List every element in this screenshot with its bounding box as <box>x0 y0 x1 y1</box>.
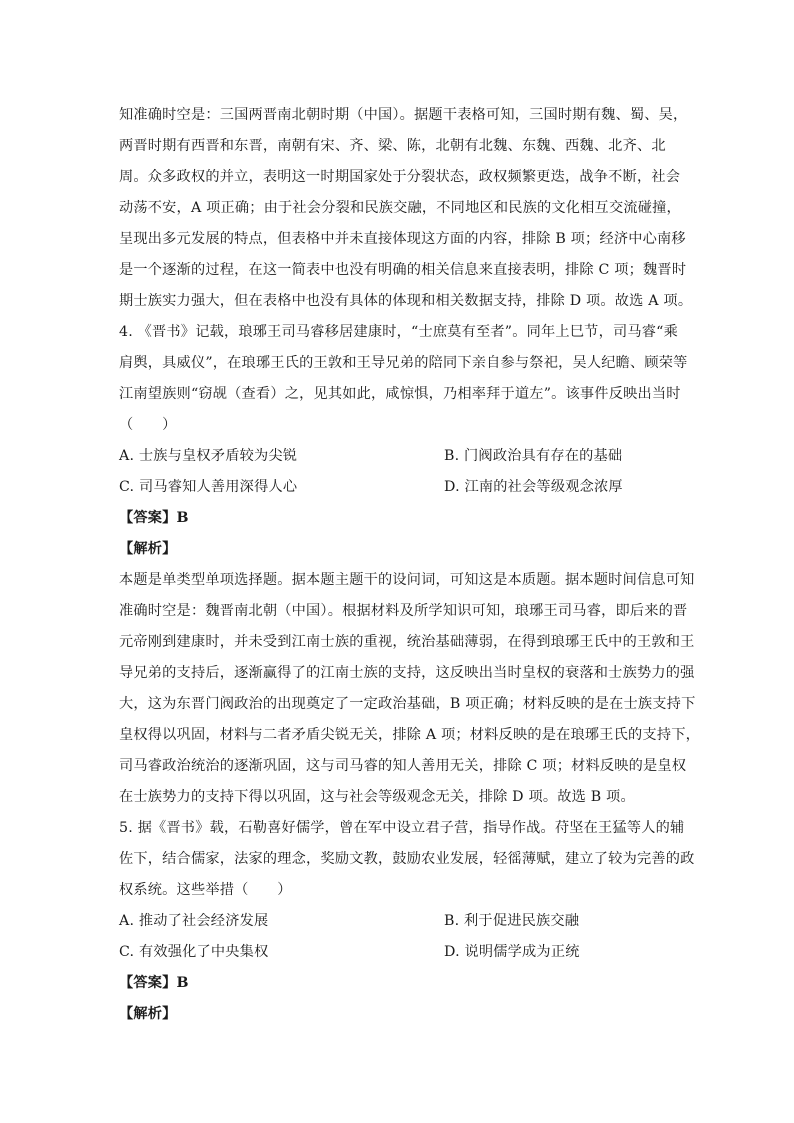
text-line: 呈现出多元发展的特点，但表格中并未直接体现这方面的内容，排除 B 项；经济中心南移 <box>119 231 686 247</box>
analysis-line: 司马睿政治统治的逐渐巩固，这与司马睿的知人善用无关，排除 C 项；材料反映的是皇权 <box>119 758 687 774</box>
question-stem-line: 权系统。这些举措（ ） <box>119 882 292 898</box>
question-stem-line: 4. 《晋书》记载，琅琊王司马睿移居建康时，“士庶莫有至者”。同年上巳节，司马睿“乘 <box>119 324 678 340</box>
analysis-line: 导兄弟的支持后，逐渐赢得了的江南士族的支持，这反映出当时皇权的衰落和士族势力的强 <box>119 665 695 681</box>
text-line: 周。众多政权的并立，表明这一时期国家处于分裂状态，政权频繁更迭，战争不断，社会 <box>119 169 681 185</box>
analysis-line: 元帝刚到建康时，并未受到江南士族的重视，统治基础薄弱，在得到琅琊王氏中的王敦和王 <box>119 634 695 650</box>
question-5 <box>119 813 695 1030</box>
analysis-label: 【解析】 <box>119 1006 177 1022</box>
analysis-label: 【解析】 <box>119 541 177 557</box>
text-line: 知准确时空是：三国两晋南北朝时期（中国）。据题干表格可知，三国时期有魏、蜀、吴， <box>119 107 688 123</box>
question-stem-line: 肩舆，具威仪”，在琅琊王氏的王敦和王导兄弟的陪同下亲自参与祭祀，吴人纪瞻、顾荣等 <box>119 355 688 371</box>
text-line: 是一个逐渐的过程，在这一简表中也没有明确的相关信息来直接表明，排除 C 项；魏晋时 <box>119 262 687 278</box>
text-line: 两晋时期有西晋和东晋，南朝有宋、齐、梁、陈，北朝有北魏、东魏、西魏、北齐、北 <box>119 138 666 154</box>
answer-label: 【答案】B <box>119 975 189 991</box>
option-a: A. 士族与皇权矛盾较为尖锐 <box>119 448 298 464</box>
analysis-line: 本题是单类型单项选择题。据本题主题干的设问词，可知这是本质题。据本题时间信息可知 <box>119 572 695 588</box>
option-a: A. 推动了社会经济发展 <box>119 913 269 929</box>
option-b: B. 利于促进民族交融 <box>444 913 580 929</box>
option-d: D. 说明儒学成为正统 <box>444 944 580 960</box>
options-row <box>119 937 679 968</box>
options-row <box>119 472 679 503</box>
analysis-line: 皇权得以巩固，材料与二者矛盾尖锐无关，排除 A 项；材料反映的是在琅琊王氏的支持下， <box>119 727 700 743</box>
document-content <box>119 100 700 1030</box>
text-line: 动荡不安，A 项正确；由于社会分裂和民族交融，不同地区和民族的文化相互交流碰撞， <box>119 200 681 216</box>
question-stem-line: 佐下，结合儒家，法家的理念，奖励文教，鼓励农业发展，轻徭薄赋，建立了较为完善的政 <box>119 851 695 867</box>
question-stem-line: 江南望族则“窃觇（查看）之，见其如此，咸惊惧，乃相率拜于道左”。该事件反映出当时 <box>119 386 681 402</box>
options-row <box>119 441 679 472</box>
analysis-line: 准确时空是：魏晋南北朝（中国）。根据材料及所学知识可知，琅琊王司马睿，即后来的晋 <box>119 603 688 619</box>
option-d: D. 江南的社会等级观念浓厚 <box>444 479 623 495</box>
analysis-line: 大，这为东晋门阀政治的出现奠定了一定政治基础，B 项正确；材料反映的是在士族支持下 <box>119 696 696 712</box>
question-stem-line: 5. 据《晋书》载，石勒喜好儒学，曾在军中设立君子营，指导作战。苻坚在王猛等人的辅 <box>119 820 685 836</box>
question-4 <box>119 317 700 813</box>
options-row <box>119 906 679 937</box>
question-stem-line: （ ） <box>119 417 177 433</box>
option-b: B. 门阀政治具有存在的基础 <box>444 448 623 464</box>
answer-label: 【答案】B <box>119 510 189 526</box>
text-line: 期士族实力强大，但在表格中也没有具体的体现和相关数据支持，排除 D 项。故选 A 项。 <box>119 293 693 309</box>
option-c: C. 司马睿知人善用深得人心 <box>119 479 298 495</box>
option-c: C. 有效强化了中央集权 <box>119 944 269 960</box>
analysis-line: 在士族势力的支持下得以巩固，这与社会等级观念无关，排除 D 项。故选 B 项。 <box>119 789 635 805</box>
analysis-q3-continued <box>119 100 693 317</box>
